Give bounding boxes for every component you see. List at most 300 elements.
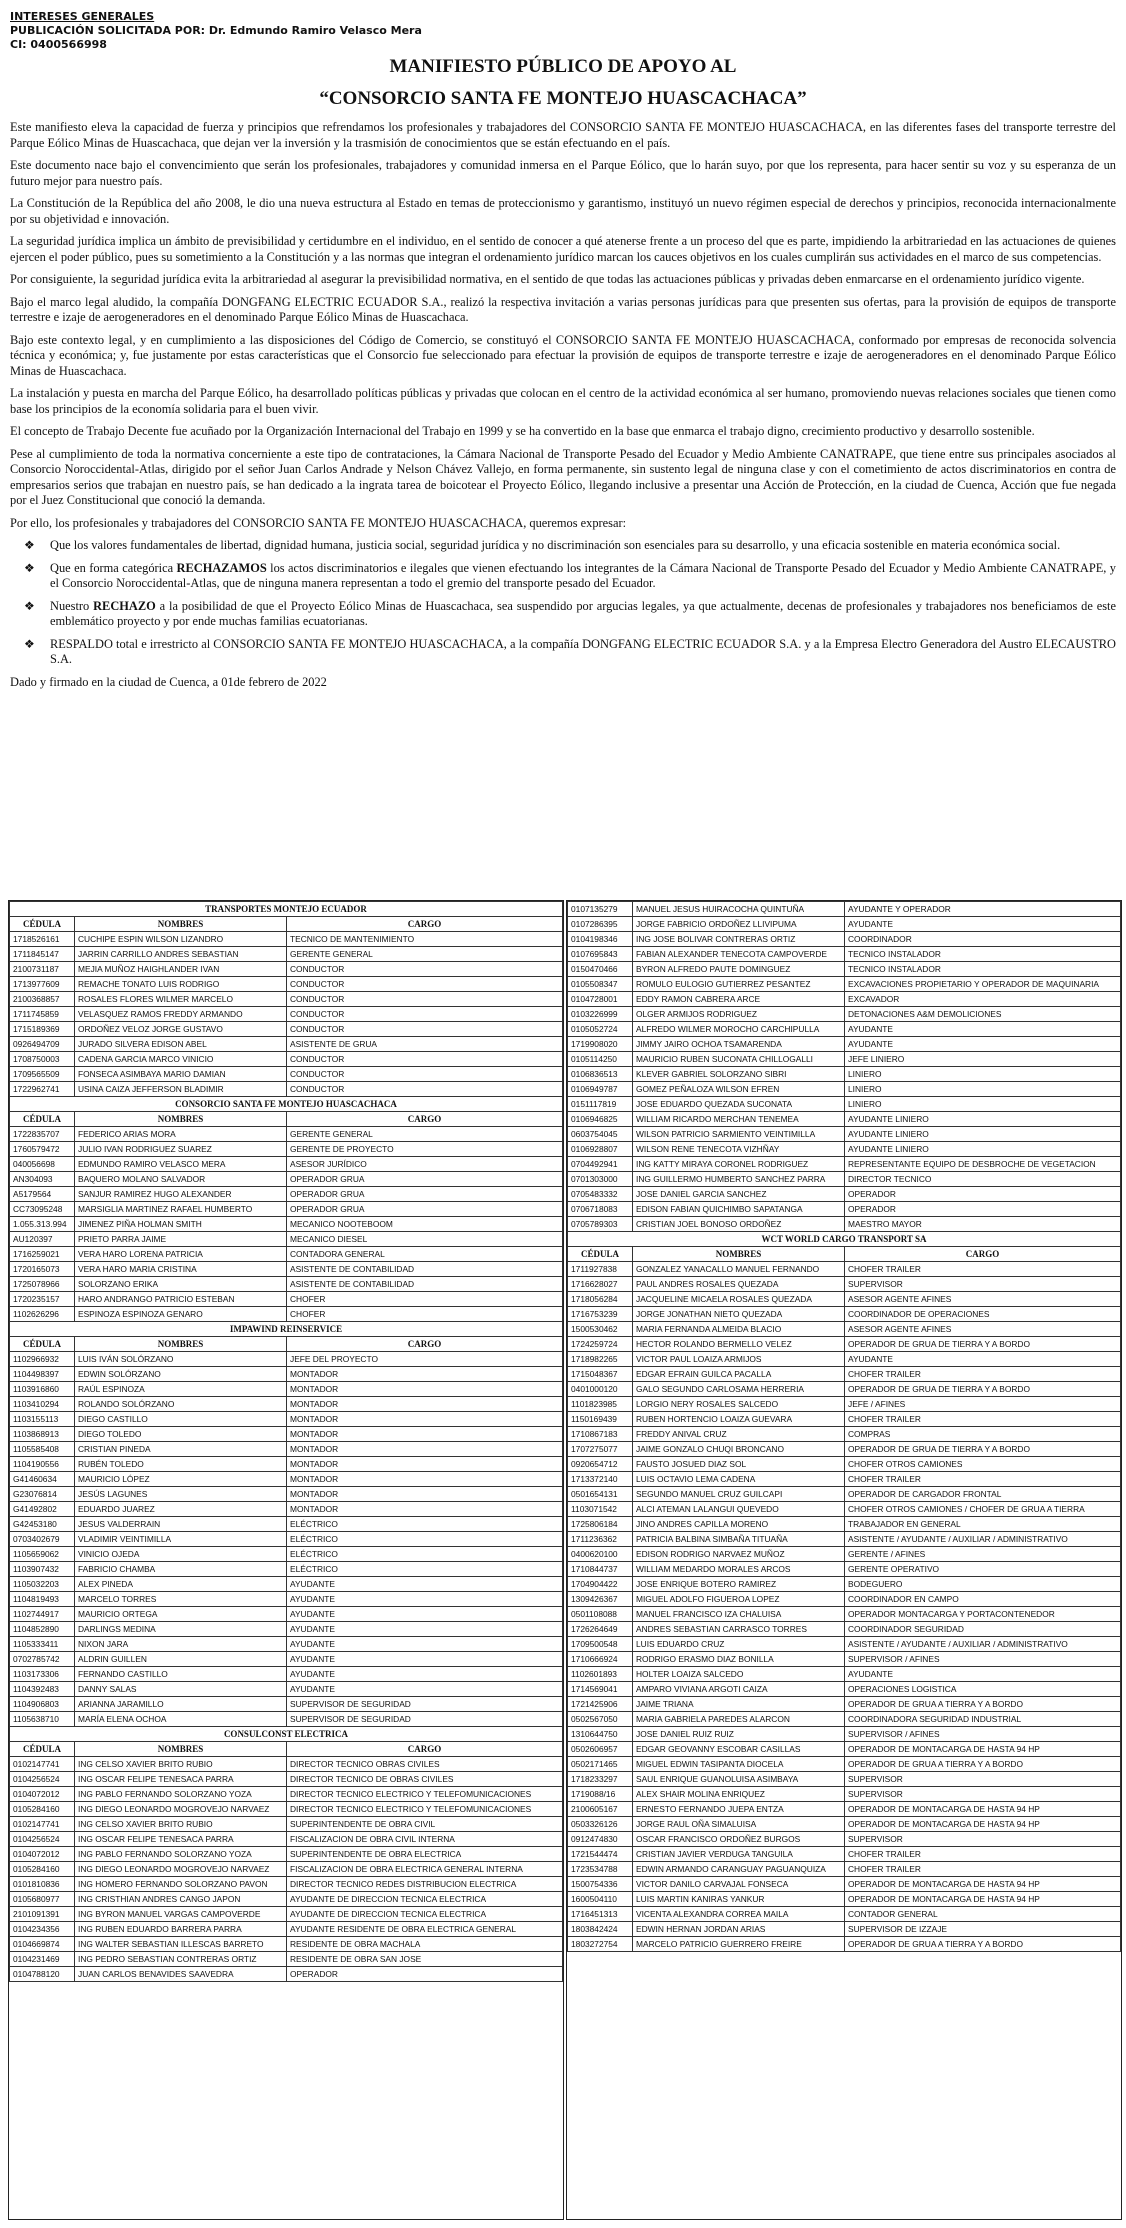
- cell-cargo: CONDUCTOR: [287, 977, 563, 992]
- cell-cedula: 2100605167: [568, 1802, 633, 1817]
- cell-nombre: RODRIGO ERASMO DIAZ BONILLA: [633, 1652, 845, 1667]
- cell-cargo: RESIDENTE DE OBRA MACHALA: [287, 1937, 563, 1952]
- cell-nombre: PRIETO PARRA JAIME: [75, 1232, 287, 1247]
- cell-cedula: 0105284160: [10, 1802, 75, 1817]
- cell-cedula: 1760579472: [10, 1142, 75, 1157]
- table-row: [10, 1262, 563, 1277]
- table-row: [10, 1412, 563, 1427]
- cell-nombre: CUCHIPE ESPIN WILSON LIZANDRO: [75, 932, 287, 947]
- cell-nombre: ING OSCAR FELIPE TENESACA PARRA: [75, 1832, 287, 1847]
- cell-cargo: ELÉCTRICO: [287, 1532, 563, 1547]
- cell-cargo: CHOFER TRAILER: [845, 1262, 1121, 1277]
- cell-cargo: OPERADOR DE MONTACARGA DE HASTA 94 HP: [845, 1742, 1121, 1757]
- cell-cedula: 1103916860: [10, 1382, 75, 1397]
- cell-cargo: TECNICO INSTALADOR: [845, 947, 1121, 962]
- table-row: [10, 1937, 563, 1952]
- cell-cargo: LINIERO: [845, 1097, 1121, 1112]
- cell-cedula: 0102147741: [10, 1817, 75, 1832]
- cell-cargo: ASISTENTE DE CONTABILIDAD: [287, 1277, 563, 1292]
- cell-cedula: 0104788120: [10, 1967, 75, 1982]
- table-row: [568, 1712, 1121, 1727]
- cell-cargo: AYUDANTE: [845, 1667, 1121, 1682]
- cell-cedula: 1719088/16: [568, 1787, 633, 1802]
- cell-cargo: MAESTRO MAYOR: [845, 1217, 1121, 1232]
- statement-bullet: [10, 637, 1116, 668]
- section-title-row: [568, 1232, 1121, 1247]
- table-row: [10, 1697, 563, 1712]
- table-row: [10, 1382, 563, 1397]
- cell-cargo: COORDINADOR EN CAMPO: [845, 1592, 1121, 1607]
- cell-nombre: FREDDY ANIVAL CRUZ: [633, 1427, 845, 1442]
- cell-cargo: SUPERVISOR / AFINES: [845, 1727, 1121, 1742]
- cell-cedula: 1104498397: [10, 1367, 75, 1382]
- cell-cargo: SUPERVISOR DE SEGURIDAD: [287, 1697, 563, 1712]
- cell-cargo: SUPERVISOR DE IZZAJE: [845, 1922, 1121, 1937]
- table-row: [10, 1832, 563, 1847]
- table-row: [568, 1592, 1121, 1607]
- cell-nombre: ROMULO EULOGIO GUTIERREZ PESANTEZ: [633, 977, 845, 992]
- column-header-nombres: NOMBRES: [75, 1742, 287, 1757]
- cell-nombre: ING CELSO XAVIER BRITO RUBIO: [75, 1817, 287, 1832]
- cell-cedula: 1104190556: [10, 1457, 75, 1472]
- cell-cedula: 0102147741: [10, 1757, 75, 1772]
- cell-cedula: 0704492941: [568, 1157, 633, 1172]
- table-row: [568, 1847, 1121, 1862]
- table-row: [568, 1382, 1121, 1397]
- cell-cargo: SUPERINTENDENTE DE OBRA ELECTRICA: [287, 1847, 563, 1862]
- table-row: [10, 1637, 563, 1652]
- cell-cedula: 1803842424: [568, 1922, 633, 1937]
- cell-nombre: ERNESTO FERNANDO JUEPA ENTZA: [633, 1802, 845, 1817]
- cell-nombre: JINO ANDRES CAPILLA MORENO: [633, 1517, 845, 1532]
- cell-cargo: AYUDANTE LINIERO: [845, 1112, 1121, 1127]
- cell-cargo: AYUDANTE: [287, 1667, 563, 1682]
- table-row: [568, 1457, 1121, 1472]
- cell-nombre: EDGAR GEOVANNY ESCOBAR CASILLAS: [633, 1742, 845, 1757]
- table-row: [568, 1442, 1121, 1457]
- body-paragraph: Pese al cumplimiento de toda la normativa concerniente a este tipo de contrataciones, la Cámara Nacional de Transporte Pesado del Ecuador y Medio Ambiente CANATRAPE, que tiene entre sus principales asociados al Consorcio Noroccidental-Atlas, dirigido por el señor Juan Carlos Andrade y Nelson Chávez Vallejo, en forma permanente, sin sustento legal de ninguna clase y con el cometimiento de actos discriminatorios en contra de empresarios serios que trabajan en nuestro país, se han dedicado a la ingrata tarea de boicotear el Proyecto Eólico, llegando inclusive a presentar una Acción de Protección, en la ciudad de Cuenca, Acción que fue negada por el Juez Constitucional que conoció la demanda.: [10, 446, 1116, 507]
- table-row: [568, 947, 1121, 962]
- cell-nombre: AMPARO VIVIANA ARGOTI CAIZA: [633, 1682, 845, 1697]
- cell-nombre: ALEX PINEDA: [75, 1577, 287, 1592]
- table-row: [10, 1007, 563, 1022]
- table-row: [568, 1817, 1121, 1832]
- cell-cargo: CHOFER OTROS CAMIONES: [845, 1457, 1121, 1472]
- cell-nombre: FONSECA ASIMBAYA MARIO DAMIAN: [75, 1067, 287, 1082]
- cell-cedula: 1150169439: [568, 1412, 633, 1427]
- cell-nombre: MARIA GABRIELA PAREDES ALARCON: [633, 1712, 845, 1727]
- table-row: [568, 1862, 1121, 1877]
- section-title: CONSORCIO SANTA FE MONTEJO HUASCACHACA: [10, 1097, 563, 1112]
- cell-cargo: GERENTE GENERAL: [287, 947, 563, 962]
- cell-nombre: CRISTIAN JAVIER VERDUGA TANGUILA: [633, 1847, 845, 1862]
- cell-nombre: JESÚS LAGUNES: [75, 1487, 287, 1502]
- cell-cedula: 1710844737: [568, 1562, 633, 1577]
- cell-cargo: CONDUCTOR: [287, 962, 563, 977]
- cell-nombre: JORGE JONATHAN NIETO QUEZADA: [633, 1307, 845, 1322]
- body-paragraph: La seguridad jurídica implica un ámbito de previsibilidad y certidumbre en el individuo, en el sentido de conocer a qué atenerse frente a un proceso del que es parte, impidiendo la arbitrariedad en las actuaciones de quienes ejercen el poder público, pues su sometimiento a la Constitución y a las normas que integran el ordenamiento jurídico marcan los cauces objetivos en los cuales cumplirán sus actividades en el marco de sus competencias.: [10, 234, 1116, 264]
- table-row: [10, 1247, 563, 1262]
- cell-cargo: CHOFER TRAILER: [845, 1412, 1121, 1427]
- bullet-emphasis: RECHAZAMOS: [176, 560, 267, 575]
- header-category: INTERESES GENERALES: [10, 10, 155, 23]
- cell-cargo: BODEGUERO: [845, 1577, 1121, 1592]
- cell-cargo: DIRECTOR TECNICO REDES DISTRIBUCION ELECTRICA: [287, 1877, 563, 1892]
- section-title: WCT WORLD CARGO TRANSPORT SA: [568, 1232, 1121, 1247]
- table-row: [568, 1622, 1121, 1637]
- cell-nombre: JACQUELINE MICAELA ROSALES QUEZADA: [633, 1292, 845, 1307]
- cell-cedula: 0603754045: [568, 1127, 633, 1142]
- cell-nombre: ING OSCAR FELIPE TENESACA PARRA: [75, 1772, 287, 1787]
- cell-nombre: LUIS IVÁN SOLÓRZANO: [75, 1352, 287, 1367]
- table-row: [10, 1217, 563, 1232]
- cell-cedula: A5179564: [10, 1187, 75, 1202]
- cell-cedula: 1309426367: [568, 1592, 633, 1607]
- cell-cargo: TECNICO INSTALADOR: [845, 962, 1121, 977]
- cell-nombre: EDDY RAMON CABRERA ARCE: [633, 992, 845, 1007]
- cell-cedula: 1720235157: [10, 1292, 75, 1307]
- cell-cedula: 0502171465: [568, 1757, 633, 1772]
- table-row: [10, 947, 563, 962]
- cell-cargo: GERENTE DE PROYECTO: [287, 1142, 563, 1157]
- cell-cedula: 0106836513: [568, 1067, 633, 1082]
- cell-cargo: TRABAJADOR EN GENERAL: [845, 1517, 1121, 1532]
- cell-cargo: LINIERO: [845, 1067, 1121, 1082]
- cell-cedula: 0104256524: [10, 1772, 75, 1787]
- cell-nombre: WILSON PATRICIO SARMIENTO VEINTIMILLA: [633, 1127, 845, 1142]
- cell-cargo: MECANICO DIESEL: [287, 1232, 563, 1247]
- cell-cargo: CHOFER TRAILER: [845, 1862, 1121, 1877]
- table-row: [10, 1667, 563, 1682]
- cell-nombre: JESUS VALDERRAIN: [75, 1517, 287, 1532]
- cell-cedula: 1102966932: [10, 1352, 75, 1367]
- cell-cedula: 0503326126: [568, 1817, 633, 1832]
- cell-nombre: DIEGO TOLEDO: [75, 1427, 287, 1442]
- cell-nombre: LORGIO NERY ROSALES SALCEDO: [633, 1397, 845, 1412]
- cell-cedula: 0150470466: [568, 962, 633, 977]
- cell-cedula: 1722835707: [10, 1127, 75, 1142]
- section-title: CONSULCONST ELECTRICA: [10, 1727, 563, 1742]
- cell-nombre: ORDOÑEZ VELOZ JORGE GUSTAVO: [75, 1022, 287, 1037]
- cell-nombre: JOSE DANIEL RUIZ RUIZ: [633, 1727, 845, 1742]
- cell-nombre: USINA CAIZA JEFFERSON BLADIMIR: [75, 1082, 287, 1097]
- cell-cedula: 1711927838: [568, 1262, 633, 1277]
- cell-cargo: OPERADOR DE GRUA DE TIERRA Y A BORDO: [845, 1337, 1121, 1352]
- cell-cedula: 1103071542: [568, 1502, 633, 1517]
- cell-cedula: 1704904422: [568, 1577, 633, 1592]
- cell-cargo: AYUDANTE: [845, 1022, 1121, 1037]
- table-row: [10, 1442, 563, 1457]
- cell-cargo: COORDINADOR DE OPERACIONES: [845, 1307, 1121, 1322]
- table-row: [10, 1517, 563, 1532]
- cell-nombre: HECTOR ROLANDO BERMELLO VELEZ: [633, 1337, 845, 1352]
- cell-cedula: CC73095248: [10, 1202, 75, 1217]
- cell-cedula: 0912474830: [568, 1832, 633, 1847]
- cell-cedula: 1709565509: [10, 1067, 75, 1082]
- cell-nombre: GALO SEGUNDO CARLOSAMA HERRERIA: [633, 1382, 845, 1397]
- cell-cedula: 1105638710: [10, 1712, 75, 1727]
- body-paragraph: El concepto de Trabajo Decente fue acuñado por la Organización Internacional del Trabajo en 1999 y se ha convertido en la base que enmarca el trabajo digno, crecimiento productivo y desarrollo sostenible.: [10, 424, 1035, 438]
- cell-cargo: COORDINADOR: [845, 932, 1121, 947]
- cell-cargo: EXCAVADOR: [845, 992, 1121, 1007]
- cell-cedula: 0107695843: [568, 947, 633, 962]
- table-row: [568, 1652, 1121, 1667]
- cell-cedula: 1722962741: [10, 1082, 75, 1097]
- cell-cargo: ASESOR AGENTE AFINES: [845, 1322, 1121, 1337]
- cell-nombre: ING JOSE BOLIVAR CONTRERAS ORTIZ: [633, 932, 845, 947]
- table-row: [10, 1877, 563, 1892]
- table-row: [10, 1082, 563, 1097]
- column-header-row: [10, 1337, 563, 1352]
- cell-cargo: OPERADOR DE MONTACARGA DE HASTA 94 HP: [845, 1802, 1121, 1817]
- cell-nombre: MEJIA MUÑOZ HAIGHLANDER IVAN: [75, 962, 287, 977]
- section-title: TRANSPORTES MONTEJO ECUADOR: [10, 902, 563, 917]
- diamond-bullet-icon: ❖: [24, 538, 35, 552]
- cell-cargo: OPERACIONES LOGISTICA: [845, 1682, 1121, 1697]
- cell-cedula: 0106946825: [568, 1112, 633, 1127]
- table-row: [568, 1892, 1121, 1907]
- cell-cargo: AYUDANTE DE DIRECCION TECNICA ELECTRICA: [287, 1892, 563, 1907]
- cell-cedula: 1104852890: [10, 1622, 75, 1637]
- cell-cargo: ASESOR AGENTE AFINES: [845, 1292, 1121, 1307]
- cell-cedula: 1103907432: [10, 1562, 75, 1577]
- cell-cargo: ASISTENTE DE GRUA: [287, 1037, 563, 1052]
- table-row: [568, 1367, 1121, 1382]
- table-row: [10, 1907, 563, 1922]
- cell-cedula: 1711845147: [10, 947, 75, 962]
- cell-cedula: 1102601893: [568, 1667, 633, 1682]
- table-row: [568, 1007, 1121, 1022]
- cell-cargo: COMPRAS: [845, 1427, 1121, 1442]
- table-row: [10, 1817, 563, 1832]
- cell-cedula: 0926494709: [10, 1037, 75, 1052]
- table-row: [10, 1427, 563, 1442]
- cell-nombre: NIXON JARA: [75, 1637, 287, 1652]
- cell-nombre: ING DIEGO LEONARDO MOGROVEJO NARVAEZ: [75, 1862, 287, 1877]
- column-header-cedula: CÉDULA: [568, 1247, 633, 1262]
- cell-cargo: JEFE DEL PROYECTO: [287, 1352, 563, 1367]
- column-header-cargo: CARGO: [287, 917, 563, 932]
- table-row: [10, 1862, 563, 1877]
- cell-nombre: SEGUNDO MANUEL CRUZ GUILCAPI: [633, 1487, 845, 1502]
- cell-cedula: 0104072012: [10, 1847, 75, 1862]
- table-row: [568, 1772, 1121, 1787]
- cell-nombre: ING CRISTHIAN ANDRES CANGO JAPON: [75, 1892, 287, 1907]
- cell-nombre: ALCI ATEMAN LALANGUI QUEVEDO: [633, 1502, 845, 1517]
- cell-cargo: CHOFER TRAILER: [845, 1847, 1121, 1862]
- cell-cedula: 0107286395: [568, 917, 633, 932]
- cell-nombre: DANNY SALAS: [75, 1682, 287, 1697]
- cell-nombre: MARCELO PATRICIO GUERRERO FREIRE: [633, 1937, 845, 1952]
- cell-cedula: 0104231469: [10, 1952, 75, 1967]
- cell-cargo: AYUDANTE: [845, 1037, 1121, 1052]
- cell-nombre: ROLANDO SOLÓRZANO: [75, 1397, 287, 1412]
- cell-nombre: ING PEDRO SEBASTIAN CONTRERAS ORTIZ: [75, 1952, 287, 1967]
- cell-cedula: 0502567050: [568, 1712, 633, 1727]
- cell-cargo: CONTADORA GENERAL: [287, 1247, 563, 1262]
- cell-cargo: CHOFER TRAILER: [845, 1472, 1121, 1487]
- signatories-table-left: [9, 901, 563, 1982]
- cell-nombre: VELASQUEZ RAMOS FREDDY ARMANDO: [75, 1007, 287, 1022]
- column-header-nombres: NOMBRES: [633, 1247, 845, 1262]
- table-row: [568, 1352, 1121, 1367]
- statement-bullet: [10, 538, 1116, 554]
- cell-cedula: 1725806184: [568, 1517, 633, 1532]
- cell-nombre: JIMENEZ PIÑA HOLMAN SMITH: [75, 1217, 287, 1232]
- cell-cargo: AYUDANTE: [287, 1622, 563, 1637]
- cell-nombre: VICTOR PAUL LOAIZA ARMIJOS: [633, 1352, 845, 1367]
- table-row: [568, 1877, 1121, 1892]
- cell-cargo: CONDUCTOR: [287, 992, 563, 1007]
- cell-cedula: 0920654712: [568, 1457, 633, 1472]
- cell-cargo: AYUDANTE RESIDENTE DE OBRA ELECTRICA GENERAL: [287, 1922, 563, 1937]
- table-row: [10, 1352, 563, 1367]
- cell-nombre: MANUEL JESUS HUIRACOCHA QUINTUÑA: [633, 902, 845, 917]
- cell-cedula: 1500754336: [568, 1877, 633, 1892]
- table-row: [10, 1052, 563, 1067]
- cell-cargo: MONTADOR: [287, 1457, 563, 1472]
- table-row: [568, 1202, 1121, 1217]
- table-row: [568, 1022, 1121, 1037]
- table-row: [568, 1262, 1121, 1277]
- table-row: [10, 1277, 563, 1292]
- cell-nombre: CRISTIAN PINEDA: [75, 1442, 287, 1457]
- cell-cedula: 1716628027: [568, 1277, 633, 1292]
- table-row: [10, 1457, 563, 1472]
- section-title: IMPAWIND REINSERVICE: [10, 1322, 563, 1337]
- cell-cedula: 0105052724: [568, 1022, 633, 1037]
- cell-cargo: ELÉCTRICO: [287, 1517, 563, 1532]
- cell-nombre: FAUSTO JOSUED DIAZ SOL: [633, 1457, 845, 1472]
- cell-cedula: 1104906803: [10, 1697, 75, 1712]
- cell-cargo: OPERADOR DE MONTACARGA DE HASTA 94 HP: [845, 1817, 1121, 1832]
- cell-cedula: 1710666924: [568, 1652, 633, 1667]
- table-row: [568, 1742, 1121, 1757]
- section-title-row: [10, 1322, 563, 1337]
- table-row: [568, 1097, 1121, 1112]
- cell-nombre: ING PABLO FERNANDO SOLORZANO YOZA: [75, 1787, 287, 1802]
- table-row: [568, 1562, 1121, 1577]
- diamond-bullet-icon: ❖: [24, 636, 35, 651]
- cell-nombre: WILSON RENE TENECOTA VIZHÑAY: [633, 1142, 845, 1157]
- cell-cedula: 1103410294: [10, 1397, 75, 1412]
- body-paragraph: La instalación y puesta en marcha del Parque Eólico, ha desarrollado políticas públicas y privadas que colocan en el centro de la actividad económica al ser humano, promoviendo nuevas relaciones sociales que tienen como base los principios de la economía solidaria para el buen vivir.: [10, 386, 1116, 416]
- table-row: [10, 1127, 563, 1142]
- table-row: [10, 1397, 563, 1412]
- table-row: [10, 932, 563, 947]
- cell-cedula: 1711236362: [568, 1532, 633, 1547]
- body-paragraph: Por ello, los profesionales y trabajadores del CONSORCIO SANTA FE MONTEJO HUASCACHACA, queremos expresar:: [10, 515, 627, 530]
- cell-nombre: GONZALEZ YANACALLO MANUEL FERNANDO: [633, 1262, 845, 1277]
- cell-nombre: VICTOR DANILO CARVAJAL FONSECA: [633, 1877, 845, 1892]
- cell-cargo: DIRECTOR TECNICO DE OBRAS CIVILES: [287, 1772, 563, 1787]
- column-header-row: [10, 1742, 563, 1757]
- cell-cargo: RESIDENTE DE OBRA SAN JOSE: [287, 1952, 563, 1967]
- cell-cargo: OPERADOR DE CARGADOR FRONTAL: [845, 1487, 1121, 1502]
- column-header-cedula: CÉDULA: [10, 1337, 75, 1352]
- cell-cargo: AYUDANTE: [845, 1352, 1121, 1367]
- cell-cargo: DIRECTOR TECNICO ELECTRICO Y TELEFOMUNICACIONES: [287, 1802, 563, 1817]
- cell-cargo: ASISTENTE / AYUDANTE / AUXILIAR / ADMINISTRATIVO: [845, 1532, 1121, 1547]
- table-row: [568, 1292, 1121, 1307]
- cell-cargo: OPERADOR GRUA: [287, 1172, 563, 1187]
- cell-cedula: 1310644750: [568, 1727, 633, 1742]
- table-row: [10, 1022, 563, 1037]
- cell-nombre: KLEVER GABRIEL SOLORZANO SIBRI: [633, 1067, 845, 1082]
- cell-cedula: 1716753239: [568, 1307, 633, 1322]
- cell-nombre: SOLORZANO ERIKA: [75, 1277, 287, 1292]
- cell-cargo: OPERADOR DE GRUA A TIERRA Y A BORDO: [845, 1757, 1121, 1772]
- cell-cargo: AYUDANTE DE DIRECCION TECNICA ELECTRICA: [287, 1907, 563, 1922]
- table-row: [10, 1547, 563, 1562]
- cell-cedula: 1104819493: [10, 1592, 75, 1607]
- cell-nombre: PATRICIA BALBINA SIMBAÑA TITUAÑA: [633, 1532, 845, 1547]
- cell-cedula: 0104669874: [10, 1937, 75, 1952]
- cell-nombre: MIGUEL ADOLFO FIGUEROA LOPEZ: [633, 1592, 845, 1607]
- column-header-nombres: NOMBRES: [75, 1112, 287, 1127]
- signatories-table-right: [567, 901, 1121, 1952]
- cell-cedula: 1105659062: [10, 1547, 75, 1562]
- cell-cedula: 0400620100: [568, 1547, 633, 1562]
- table-row: [10, 1607, 563, 1622]
- table-row: [10, 1487, 563, 1502]
- cell-cargo: ELÉCTRICO: [287, 1562, 563, 1577]
- signatories-left-column: [8, 900, 564, 2220]
- cell-cargo: DETONACIONES A&M DEMOLICIONES: [845, 1007, 1121, 1022]
- cell-nombre: EDGAR EFRAIN GUILCA PACALLA: [633, 1367, 845, 1382]
- cell-nombre: LUIS OCTAVIO LEMA CADENA: [633, 1472, 845, 1487]
- cell-nombre: EDWIN SOLÓRZANO: [75, 1367, 287, 1382]
- table-row: [10, 992, 563, 1007]
- cell-cedula: 1721544474: [568, 1847, 633, 1862]
- cell-cargo: ASISTENTE DE CONTABILIDAD: [287, 1262, 563, 1277]
- cell-nombre: JAIME TRIANA: [633, 1697, 845, 1712]
- body-paragraph: La Constitución de la República del año 2008, le dio una nueva estructura al Estado en temas de proteccionismo y garantismo, instituyó un nuevo régimen especial de derechos y principios, reconocida internacionalmente por su objetividad e innovación.: [10, 196, 1116, 226]
- cell-cedula: 0105680977: [10, 1892, 75, 1907]
- cell-cargo: AYUDANTE: [845, 917, 1121, 932]
- table-row: [568, 1757, 1121, 1772]
- cell-nombre: LUIS EDUARDO CRUZ: [633, 1637, 845, 1652]
- cell-nombre: FABRICIO CHAMBA: [75, 1562, 287, 1577]
- table-row: [10, 1292, 563, 1307]
- cell-nombre: MAURICIO LÓPEZ: [75, 1472, 287, 1487]
- cell-cargo: AYUDANTE: [287, 1652, 563, 1667]
- cell-cedula: 0104256524: [10, 1832, 75, 1847]
- cell-cedula: 1715048367: [568, 1367, 633, 1382]
- cell-cargo: OPERADOR GRUA: [287, 1187, 563, 1202]
- table-row: [10, 1532, 563, 1547]
- cell-nombre: MAURICIO RUBEN SUCONATA CHILLOGALLI: [633, 1052, 845, 1067]
- body-paragraph: Este documento nace bajo el convencimiento que serán los profesionales, trabajadores y comunidad inmersa en el Parque Eólico, que lo harán suyo, por que los representa, para hacer sentir su voz y su esperanza de un futuro mejor para nuestro país.: [10, 158, 1116, 188]
- cell-cedula: 1714569041: [568, 1682, 633, 1697]
- table-row: [10, 1157, 563, 1172]
- cell-nombre: MAURICIO ORTEGA: [75, 1607, 287, 1622]
- table-row: [10, 1232, 563, 1247]
- cell-cargo: DIRECTOR TECNICO ELECTRICO Y TELEFOMUNICACIONES: [287, 1787, 563, 1802]
- table-row: [568, 962, 1121, 977]
- cell-cargo: ELÉCTRICO: [287, 1547, 563, 1562]
- bullet-emphasis: RECHAZO: [93, 598, 156, 613]
- cell-nombre: BAQUERO MOLANO SALVADOR: [75, 1172, 287, 1187]
- cell-cedula: 1803272754: [568, 1937, 633, 1952]
- column-header-nombres: NOMBRES: [75, 1337, 287, 1352]
- cell-nombre: ALDRIN GUILLEN: [75, 1652, 287, 1667]
- table-row: [568, 1832, 1121, 1847]
- cell-nombre: JORGE FABRICIO ORDOÑEZ LLIVIPUMA: [633, 917, 845, 932]
- cell-cargo: OPERADOR: [845, 1202, 1121, 1217]
- cell-cargo: CHOFER: [287, 1307, 563, 1322]
- cell-nombre: ING HOMERO FERNANDO SOLORZANO PAVON: [75, 1877, 287, 1892]
